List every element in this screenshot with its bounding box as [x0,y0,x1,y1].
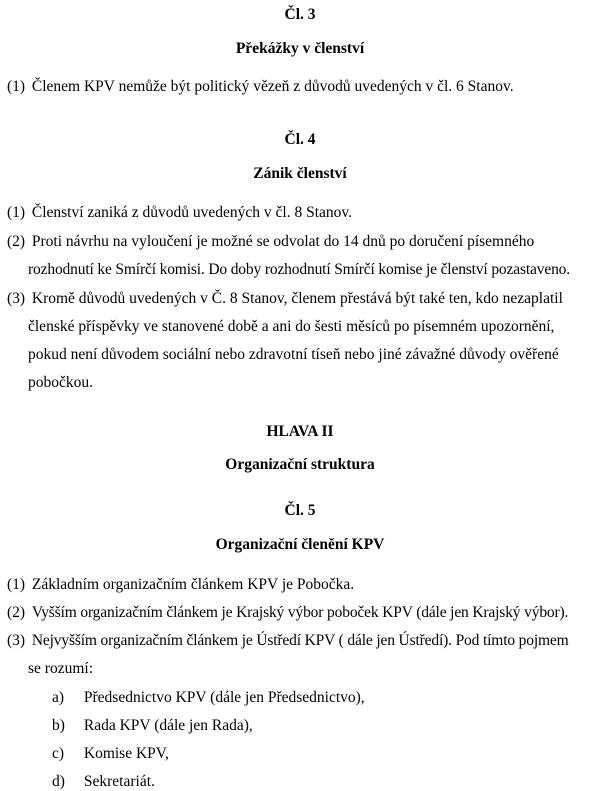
subitem-text: Komise KPV, [83,745,169,762]
article-5-paragraph-3 [7,632,569,650]
paragraph-number: (1) [7,78,26,95]
article-4-paragraph-3-continuation: členské příspěvky ve stanovené době a ani do šesti měsíců po písemném upozornění, [28,318,555,335]
article-4-paragraph-3-continuation: pobočkou. [28,374,94,391]
subitem-letter: d) [52,773,65,790]
article-4-paragraph-2 [7,233,534,251]
paragraph-number: (2) [7,233,26,250]
article-3-title: Překážky v členství [235,40,365,57]
subitem-letter: b) [52,717,65,734]
article-5-paragraph-2 [7,604,568,622]
article-5-heading: Čl. 5 [284,502,316,519]
article-5-paragraph-3-continuation: se rozumí: [28,660,93,677]
paragraph-text: Nejvyšším organizačním článkem je Ústředí KPV ( dále jen Ústředí). Pod tímto pojmem [31,632,569,649]
article-4-title: Zánik členství [253,165,347,182]
article-3-paragraph-1 [7,78,514,96]
paragraph-text: Vyšším organizačním článkem je Krajský výbor poboček KPV (dále jen Krajský výbor). [31,604,569,621]
article-5-title: Organizační členění KPV [215,536,385,553]
article-4-paragraph-3-continuation: pokud není důvodem sociální nebo zdravotní tíseň nebo jiné závažné důvody ověřené [28,346,559,363]
subitem-letter: a) [52,689,65,706]
subitem-d [52,773,155,791]
paragraph-text: Základním organizačním článkem KPV je Pobočka. [31,576,355,593]
article-3-heading: Čl. 3 [284,6,316,23]
subitem-text: Předsednictvo KPV (dále jen Předsednictvo), [83,689,365,706]
article-4-paragraph-1 [7,204,352,222]
paragraph-text: Proti návrhu na vyloučení je možné se odvolat do 14 dnů po doručení písemného [31,233,535,250]
article-4-paragraph-3 [7,290,563,308]
article-4-paragraph-2-continuation: rozhodnutí ke Smírčí komisi. Do doby rozhodnutí Smírčí komise je členství pozastaveno. [28,261,570,278]
subitem-letter: c) [52,745,65,762]
paragraph-number: (1) [7,204,26,221]
paragraph-text: Členství zaniká z důvodů uvedených v čl. 8 Stanov. [31,204,352,221]
subitem-c [52,745,169,763]
paragraph-number: (3) [7,632,26,649]
chapter-2-title: Organizační struktura [225,456,375,473]
subitem-text: Rada KPV (dále jen Rada), [83,717,253,734]
subitem-a [52,689,365,707]
paragraph-text: Členem KPV nemůže být politický vězeň z důvodů uvedených v čl. 6 Stanov. [31,78,514,95]
subitem-b [52,717,253,735]
paragraph-number: (1) [7,576,26,593]
paragraph-number: (3) [7,290,26,307]
article-4-heading: Čl. 4 [284,131,316,148]
paragraph-number: (2) [7,604,26,621]
article-5-paragraph-1 [7,576,354,594]
paragraph-text: Kromě důvodů uvedených v Č. 8 Stanov, členem přestává být také ten, kdo nezaplatil [31,290,563,307]
chapter-2-heading: HLAVA II [266,423,334,440]
subitem-text: Sekretariát. [83,773,155,790]
